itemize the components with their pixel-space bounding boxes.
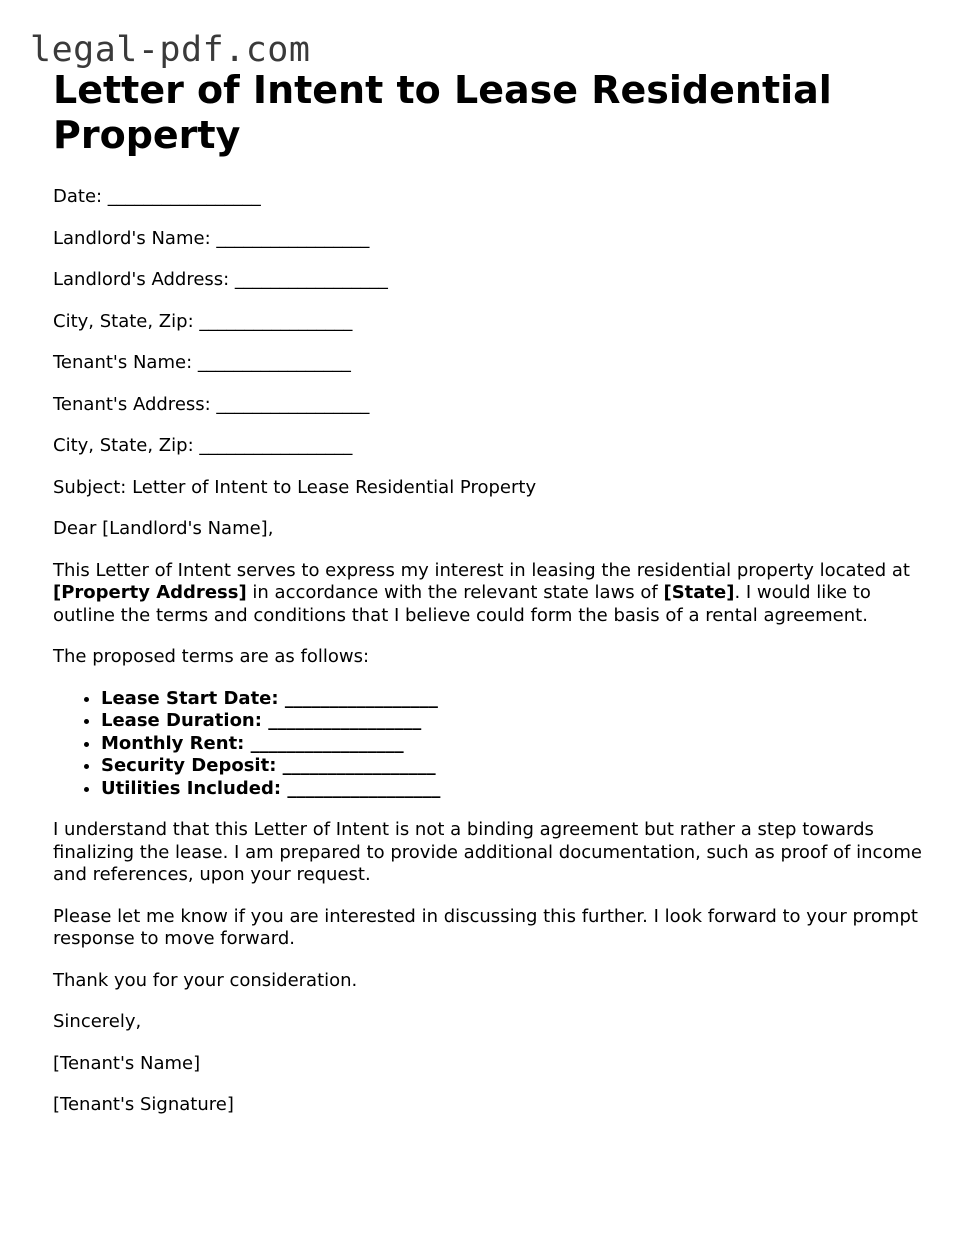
field-landlord-name: Landlord's Name: _________________ (53, 227, 370, 249)
terms-intro: The proposed terms are as follows: (53, 646, 370, 667)
terms-list (53, 688, 933, 801)
term-item (101, 688, 933, 711)
state-placeholder: [State] (663, 582, 735, 603)
thanks-line: Thank you for your consideration. (53, 969, 358, 991)
intro-paragraph (53, 560, 933, 628)
field-landlord-address: Landlord's Address: _________________ (53, 269, 388, 290)
intro-text-2: in accordance with the relevant state laws of (246, 582, 664, 603)
tenant-name-placeholder: [Tenant's Name] (53, 1052, 201, 1074)
understanding-paragraph: I understand that this Letter of Intent is not a binding agreement but rather a step towards finalizing the lease. I am prepared to provide additional documentation, such as proof of income and references, upon your request. (53, 819, 923, 885)
term-blank: _________________ (278, 687, 438, 709)
term-item (101, 733, 933, 756)
closing-line: Sincerely, (53, 1011, 142, 1032)
field-landlord-city-state-zip: City, State, Zip: _________________ (53, 310, 353, 332)
field-tenant-name: Tenant's Name: _________________ (53, 352, 351, 373)
term-label: Lease Start Date: (101, 687, 279, 709)
term-label: Security Deposit: (101, 755, 277, 776)
intro-text-3: . I would like to outline the terms and conditions that I believe could form the basis of a rental agreement. (53, 582, 871, 626)
property-address-placeholder: [Property Address] (53, 582, 247, 603)
term-item (101, 755, 933, 778)
document-title: Letter of Intent to Lease Residential Property (53, 68, 832, 157)
term-blank: _________________ (276, 755, 436, 776)
document-body (53, 68, 933, 1136)
field-tenant-city-state-zip: City, State, Zip: _________________ (53, 435, 353, 456)
term-blank: _________________ (244, 732, 404, 754)
discussion-paragraph: Please let me know if you are interested in discussing this further. I look forward to your prompt response to move forward. (53, 905, 918, 949)
term-item (101, 778, 933, 801)
term-label: Lease Duration: (101, 710, 262, 731)
field-date: Date: _________________ (53, 186, 261, 207)
term-item (101, 710, 933, 733)
salutation: Dear [Landlord's Name], (53, 518, 274, 539)
term-label: Utilities Included: (101, 777, 282, 799)
intro-text-1: This Letter of Intent serves to express my interest in leasing the residential property located at (53, 559, 910, 581)
tenant-signature-placeholder: [Tenant's Signature] (53, 1094, 234, 1115)
watermark: legal-pdf.com (30, 30, 311, 70)
term-label: Monthly Rent: (101, 732, 245, 754)
term-blank: _________________ (261, 710, 422, 731)
field-tenant-address: Tenant's Address: _________________ (53, 393, 370, 415)
term-blank: _________________ (281, 777, 441, 799)
subject-line: Subject: Letter of Intent to Lease Residential Property (53, 476, 537, 498)
